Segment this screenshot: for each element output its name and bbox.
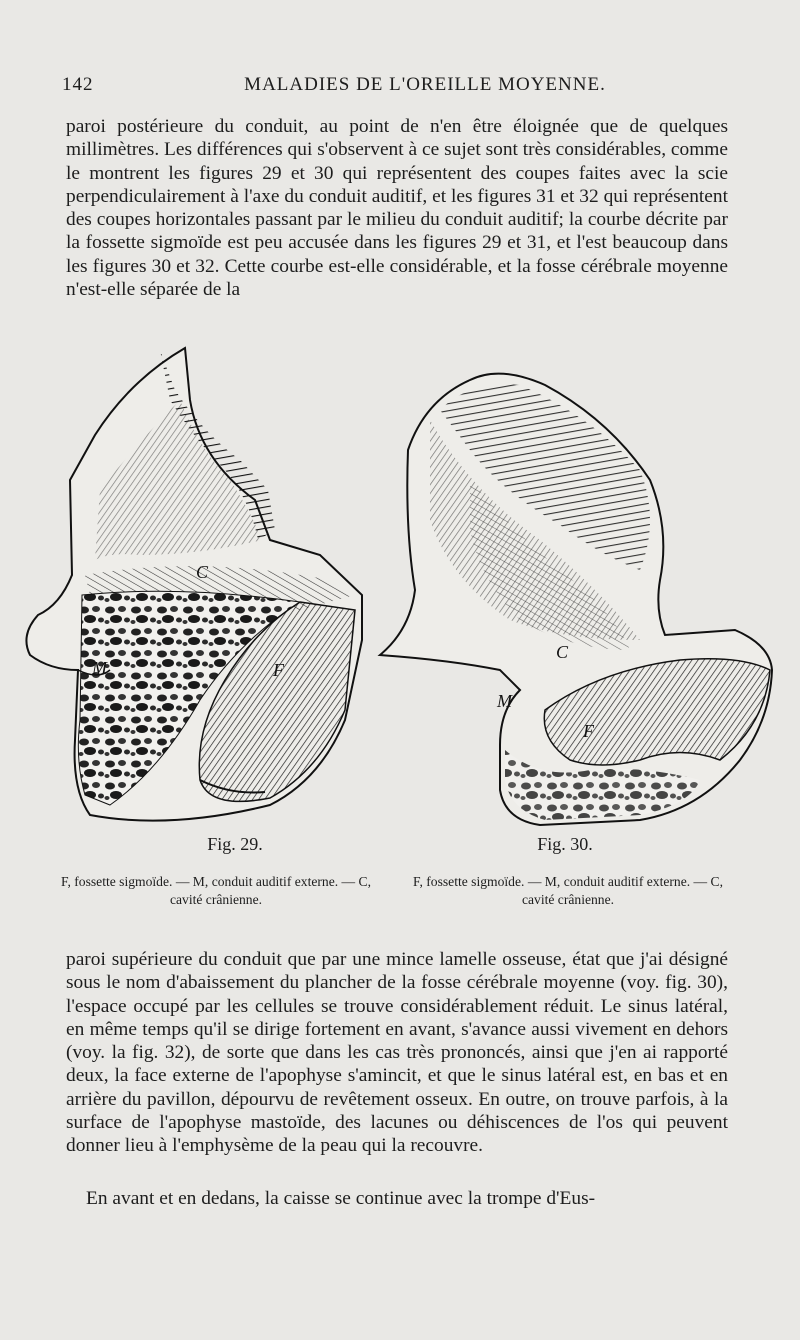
fig30-label-m: M — [497, 691, 512, 711]
fig29-label-f: F — [273, 660, 284, 680]
fig30-label-c: C — [556, 642, 569, 662]
figure-30-caption: Fig. 30. — [537, 834, 593, 854]
running-head — [62, 74, 728, 100]
paragraph-2: paroi supérieure du conduit que par une mince lamelle osseuse, état que j'ai désigné sous le nom d'abaissement du plancher de la fosse cérébrale moyenne (voy. fig. 30), l'espace occupé par les cellules se trouve considérablement réduit. Le sinus latéral, en même temps qu'il se dirige fortement en avant, s'avance aussi vivement en dehors (voy. la fig. 32), de sorte que dans les cas très prononcés, ainsi que j'en ai rapporté deux, la face externe de l'apophyse s'amincit, et que le sinus latéral est, en bas et en arrière du pavillon, dépourvu de revêtement osseux. En outre, on trouve parfois, à la surface de l'apophyse mastoïde, des lacunes ou déhiscences de l'os qui peuvent donner lieu à l'emphysème de la peau qui la recouvre. — [66, 949, 728, 1157]
figure-29-drawing — [26, 348, 362, 821]
fig30-label-f: F — [583, 721, 594, 741]
figure-30-drawing — [380, 374, 772, 825]
paragraph-1: paroi postérieure du conduit, au point de n'en être éloignée que de quelques millimètres. Les différences qui s'observent à ce sujet sont très considérables, comme le montrent les figures 29 et 30 qui représentent des coupes faites avec la scie perpendiculairement à l'axe du conduit auditif, et les figures 31 et 32 qui représentent des coupes horizontales passant par le milieu du conduit auditif; la courbe décrite par la fossette sigmoïde est peu accusée dans les figures 29 et 31, et l'est beaucoup dans les figures 30 et 32. Cette courbe est-elle considérable, et la fosse cérébrale moyenne n'est-elle séparée de la — [66, 116, 728, 301]
running-title: MALADIES DE L'OREILLE MOYENNE. — [244, 74, 606, 95]
figures-illustration — [0, 340, 800, 830]
figure-29-legend: F, fossette sigmoïde. — M, conduit auditif externe. — C, cavité crânienne. — [60, 874, 371, 907]
page-number: 142 — [62, 74, 94, 95]
fig29-label-m: M — [92, 658, 107, 678]
paragraph-3: En avant et en dedans, la caisse se continue avec la trompe d'Eus- — [86, 1188, 596, 1209]
figure-30-legend: F, fossette sigmoïde. — M, conduit auditif externe. — C, cavité crânienne. — [412, 874, 723, 907]
figure-29-caption: Fig. 29. — [207, 834, 263, 854]
fig29-label-c: C — [196, 562, 209, 582]
